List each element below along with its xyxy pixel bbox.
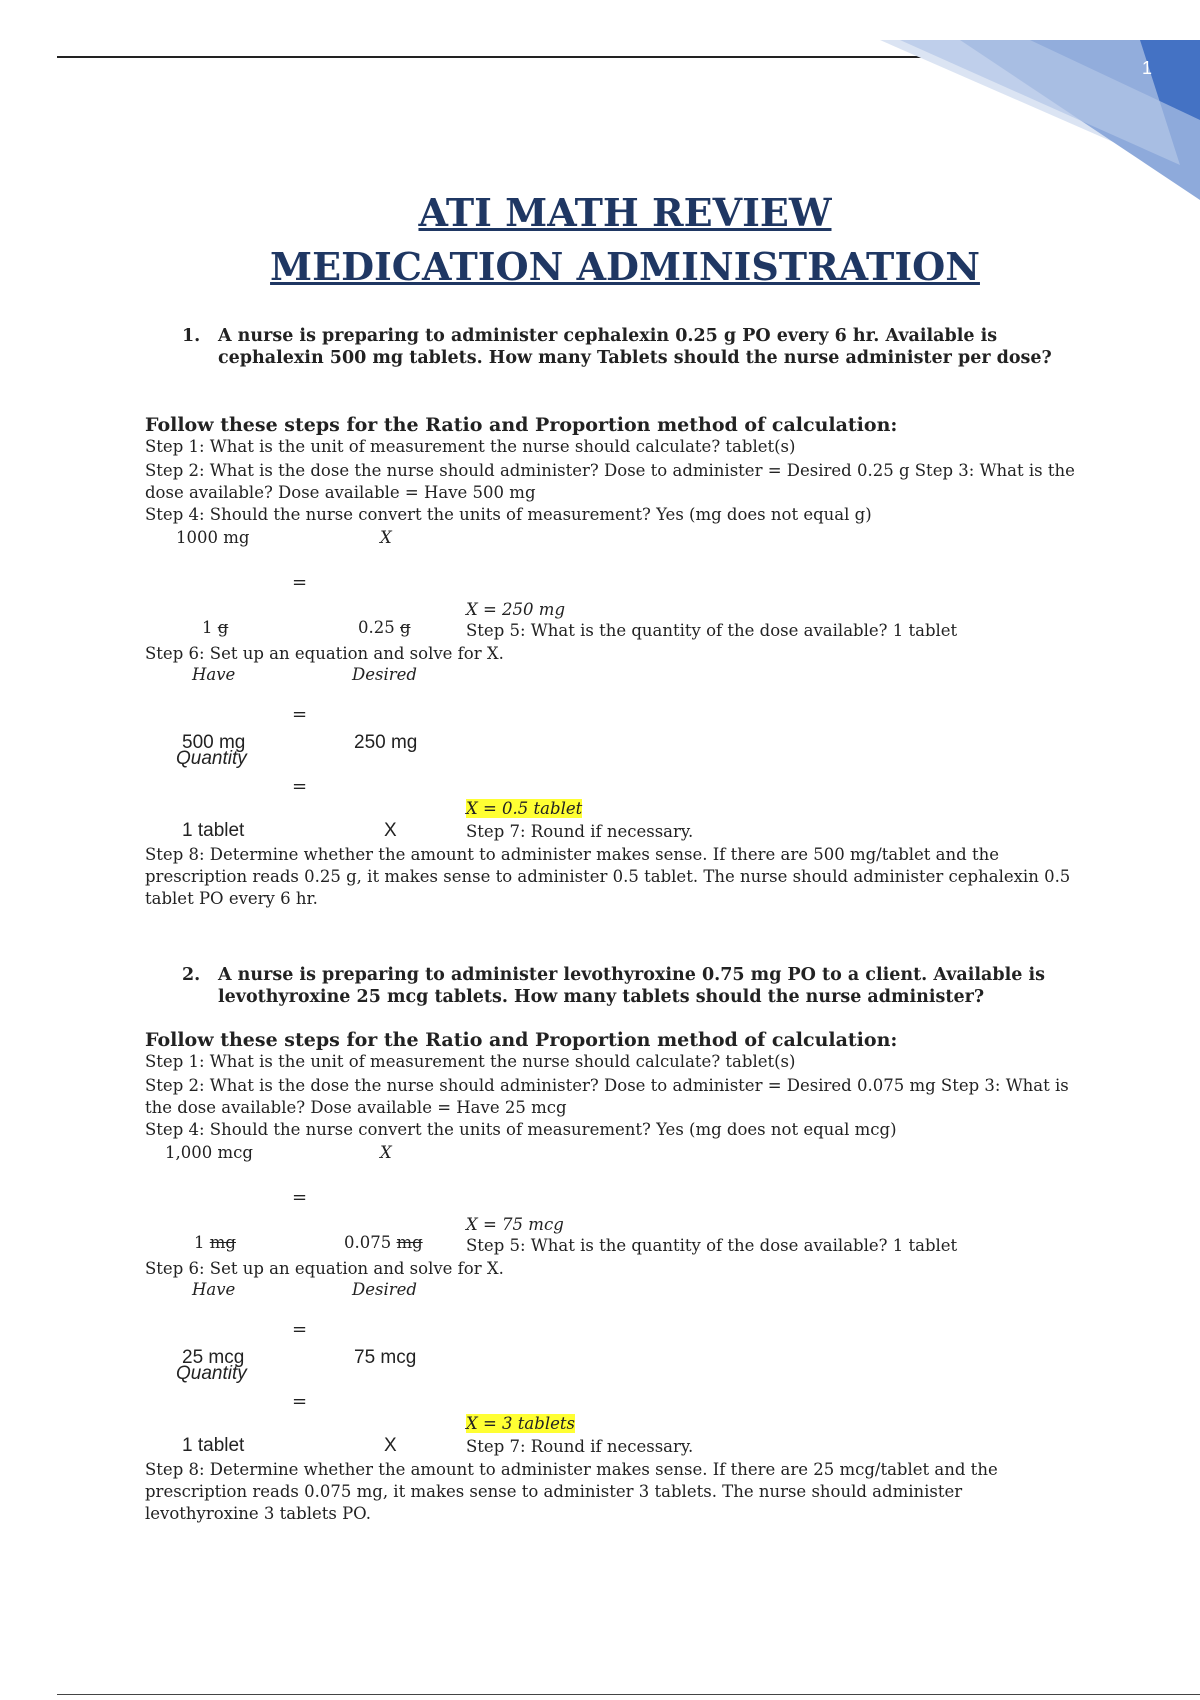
corner-decoration — [880, 0, 1200, 200]
q1-conversion-result: X = 250 mg — [466, 600, 566, 619]
q1-method-heading: Follow these steps for the Ratio and Proportion method of calculation: — [145, 414, 898, 436]
q2-desired-value: 75 mcg — [354, 1347, 417, 1368]
q2-conversion-top-left: 1,000 mcg — [165, 1143, 253, 1162]
q2-quantity-label: Quantity — [176, 1363, 247, 1384]
q1-equals-1: = — [292, 704, 308, 725]
q2-step-1: Step 1: What is the unit of measurement the nurse should calculate? tablet(s) — [145, 1052, 796, 1071]
q2-step-5: Step 5: What is the quantity of the dose available? 1 tablet — [466, 1236, 958, 1255]
q1-step-7: Step 7: Round if necessary. — [466, 822, 694, 841]
question-2 — [182, 964, 1082, 1008]
q2-equals-1: = — [292, 1319, 308, 1340]
q2-conversion-bottom-left: 1 mg — [194, 1233, 236, 1252]
question-number: 2. — [182, 965, 201, 985]
title-line-1: ATI MATH REVIEW — [418, 190, 832, 235]
footer-rule — [57, 1694, 1200, 1695]
q1-have-label: Have — [192, 665, 236, 684]
q1-step-1: Step 1: What is the unit of measurement the nurse should calculate? tablet(s) — [145, 437, 796, 456]
q1-step-6: Step 6: Set up an equation and solve for X. — [145, 644, 504, 663]
q2-step-6: Step 6: Set up an equation and solve for X. — [145, 1259, 504, 1278]
q2-desired-label: Desired — [352, 1280, 417, 1299]
q1-conversion-top-right: X — [380, 528, 392, 547]
q2-step-2-3: Step 2: What is the dose the nurse should administer? Dose to administer = Desired 0.075 mg Step 3: What is the dose available? Dose available = Have 25 mcg — [145, 1076, 1069, 1117]
page-number: 1 — [1141, 58, 1152, 78]
q2-step-7: Step 7: Round if necessary. — [466, 1437, 694, 1456]
q2-conversion-equals: = — [292, 1187, 308, 1208]
question-1 — [182, 325, 1082, 369]
q2-answer: X = 3 tablets — [466, 1414, 575, 1433]
q2-have-value: 25 mcg — [182, 1347, 245, 1368]
q1-step-8: Step 8: Determine whether the amount to administer makes sense. If there are 500 mg/tablet and the prescription reads 0.25 g, it makes sense to administer 0.5 tablet. The nurse should administer cephalexin 0.5 tablet PO every 6 hr. — [145, 845, 1071, 908]
header-rule — [57, 56, 962, 58]
q1-conversion-top-left: 1000 mg — [176, 528, 250, 547]
q2-x-label: X — [384, 1435, 397, 1456]
q2-step-4: Step 4: Should the nurse convert the units of measurement? Yes (mg does not equal mcg) — [145, 1120, 897, 1139]
q1-desired-value: 250 mg — [354, 732, 418, 753]
q2-quantity-value: 1 tablet — [182, 1435, 245, 1456]
q1-conversion-bottom-right: 0.25 g — [358, 618, 411, 637]
q1-quantity-label: Quantity — [176, 748, 247, 769]
question-number: 1. — [182, 326, 201, 346]
q2-method-heading: Follow these steps for the Ratio and Proportion method of calculation: — [145, 1029, 898, 1051]
question-text: A nurse is preparing to administer levothyroxine 0.75 mg PO to a client. Available is levothyroxine 25 mcg tablets. How many tablets should the nurse administer? — [218, 965, 1045, 1007]
q1-conversion-equals: = — [292, 572, 308, 593]
q1-desired-label: Desired — [352, 665, 417, 684]
q2-step-8: Step 8: Determine whether the amount to administer makes sense. If there are 25 mcg/tablet and the prescription reads 0.075 mg, it makes sense to administer 3 tablets. The nurse should administer levothyroxine 3 tablets PO. — [145, 1460, 998, 1523]
q2-conversion-result: X = 75 mcg — [466, 1215, 564, 1234]
q2-have-label: Have — [192, 1280, 236, 1299]
title-line-2: MEDICATION ADMINISTRATION — [270, 244, 980, 289]
q1-conversion-bottom-left: 1 g — [202, 618, 229, 637]
q2-equals-2: = — [292, 1391, 308, 1412]
q1-equals-2: = — [292, 776, 308, 797]
q1-step-5: Step 5: What is the quantity of the dose available? 1 tablet — [466, 621, 958, 640]
q1-quantity-value: 1 tablet — [182, 820, 245, 841]
q2-conversion-top-right: X — [380, 1143, 392, 1162]
q1-answer: X = 0.5 tablet — [466, 799, 583, 818]
question-text: A nurse is preparing to administer cephalexin 0.25 g PO every 6 hr. Available is cephalexin 500 mg tablets. How many Tablets should the nurse administer per dose? — [218, 326, 1052, 368]
q1-step-2-3: Step 2: What is the dose the nurse should administer? Dose to administer = Desired 0.25 g Step 3: What is the dose available? Dose available = Have 500 mg — [145, 461, 1075, 502]
q1-x-label: X — [384, 820, 397, 841]
q1-have-value: 500 mg — [182, 732, 246, 753]
q2-conversion-bottom-right: 0.075 mg — [344, 1233, 423, 1252]
q1-step-4: Step 4: Should the nurse convert the units of measurement? Yes (mg does not equal g) — [145, 505, 872, 524]
